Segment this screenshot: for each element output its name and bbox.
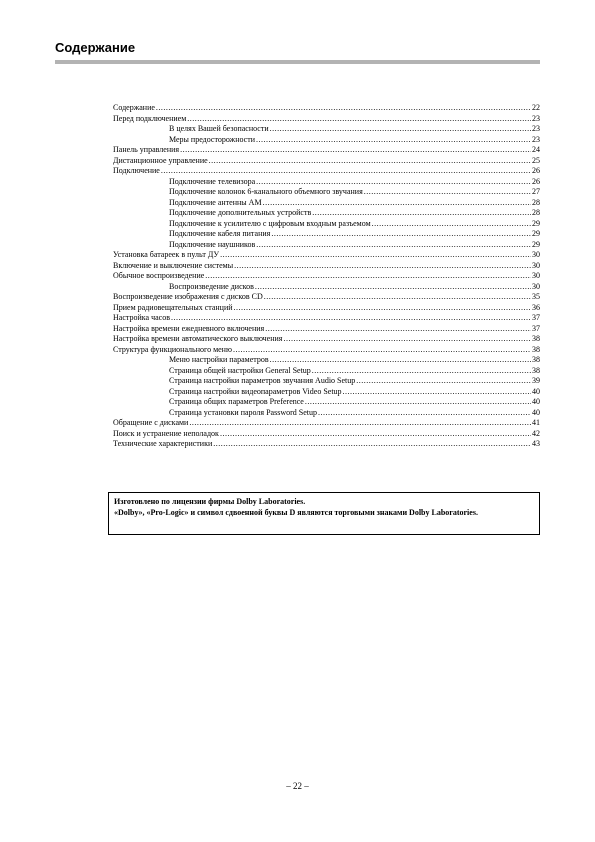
toc-entry-title: Меры предосторожности (169, 134, 256, 144)
toc-dot-leader (263, 198, 531, 209)
toc-entry-title: В целях Вашей безопасности (169, 124, 269, 133)
toc-entry-title: Настройка времени ежедневного включения (113, 323, 265, 333)
toc-entry-page: 29 (532, 239, 540, 249)
toc-dot-leader (271, 229, 531, 240)
toc-dot-leader (283, 334, 531, 345)
toc-entry-page: 30 (532, 250, 540, 259)
toc-entry-title: Страница общей настройки General Setup (169, 365, 311, 375)
toc-entry (113, 303, 540, 314)
toc-dot-leader (220, 429, 531, 440)
toc-dot-leader (234, 303, 531, 314)
toc-dot-leader (305, 397, 531, 408)
toc-entry-title: Воспроизведение изображения с дисков CD (113, 292, 263, 301)
toc-dot-leader (189, 418, 531, 429)
toc-dot-leader (213, 439, 531, 450)
toc-entry-page: 23 (532, 134, 540, 144)
toc-entry (113, 261, 540, 272)
toc-entry (113, 313, 540, 324)
toc-entry-title: Подключение дополнительных устройств (169, 208, 312, 217)
toc-subentry (113, 187, 540, 198)
toc-entry-title: Меню настройки параметров (169, 355, 269, 364)
toc-entry (113, 156, 540, 167)
toc-dot-leader (205, 271, 531, 282)
toc-dot-leader (156, 103, 531, 114)
toc-entry-page: 23 (532, 113, 540, 123)
toc-dot-leader (256, 177, 531, 188)
toc-entry-page: 38 (532, 355, 540, 364)
toc-dot-leader (209, 156, 531, 167)
toc-dot-leader (372, 219, 531, 230)
toc-entry (113, 292, 540, 303)
toc-entry (113, 345, 540, 356)
toc-entry-page: 29 (532, 218, 540, 228)
toc-entry-page: 37 (532, 323, 540, 333)
toc-entry-title: Технические характеристики (113, 439, 213, 448)
toc-entry-title: Подключение (113, 166, 160, 175)
toc-entry-page: 39 (532, 376, 540, 385)
toc-entry-page: 28 (532, 197, 540, 207)
toc-dot-leader (256, 240, 531, 251)
toc-dot-leader (234, 261, 531, 272)
toc-subentry (113, 229, 540, 240)
toc-entry-title: Установка батареек в пульт ДУ (113, 250, 220, 259)
toc-entry (113, 166, 540, 177)
toc-entry-title: Содержание (113, 103, 155, 112)
toc-subentry (113, 397, 540, 408)
toc-subentry (113, 135, 540, 146)
toc-entry-page: 30 (532, 281, 540, 291)
page-number: – 22 – (286, 781, 309, 791)
toc-entry (113, 114, 540, 125)
toc-entry-title: Прием радиовещательных станций (113, 302, 233, 312)
toc-dot-leader (270, 355, 531, 366)
toc-entry-page: 38 (532, 334, 540, 343)
toc-dot-leader (256, 135, 531, 146)
toc-entry-page: 27 (532, 187, 540, 196)
toc-entry-page: 26 (532, 176, 540, 186)
toc-entry-title: Подключение к усилителю с цифровым входным разъемом (169, 218, 371, 228)
header-divider (55, 60, 540, 64)
toc-subentry (113, 208, 540, 219)
toc-entry (113, 439, 540, 450)
toc-entry-page: 42 (532, 428, 540, 438)
toc-dot-leader (180, 145, 531, 156)
toc-entry-page: 26 (532, 166, 540, 175)
toc-subentry (113, 124, 540, 135)
toc-dot-leader (255, 282, 531, 293)
toc-entry-title: Подключение телевизора (169, 176, 256, 186)
toc-entry-title: Перед подключением (113, 113, 187, 123)
toc-entry (113, 418, 540, 429)
toc-entry (113, 103, 540, 114)
toc-entry (113, 334, 540, 345)
toc-entry-title: Обращение с дисками (113, 418, 189, 427)
toc-entry-page: 22 (532, 103, 540, 112)
license-notice-line2: «Dolby», «Pro-Logic» и символ сдвоенной буквы D являются торговыми знаками Dolby Laboratories. (114, 507, 478, 517)
toc-entry-page: 40 (532, 397, 540, 406)
toc-dot-leader (312, 366, 531, 377)
toc-entry-title: Страница настройки видеопараметров Video Setup (169, 386, 342, 396)
toc-subentry (113, 408, 540, 419)
toc-subentry (113, 282, 540, 293)
toc-entry (113, 145, 540, 156)
toc-entry-title: Обычное воспроизведение (113, 271, 205, 280)
toc-entry-title: Настройка часов (113, 313, 170, 322)
toc-entry (113, 429, 540, 440)
toc-dot-leader (343, 387, 531, 398)
toc-entry-title: Структура функционального меню (113, 344, 232, 354)
toc-dot-leader (364, 187, 531, 198)
toc-entry-title: Панель управления (113, 145, 180, 154)
toc-entry-page: 38 (532, 344, 540, 354)
toc-entry-page: 37 (532, 313, 540, 322)
toc-entry-title: Подключение кабеля питания (169, 229, 271, 238)
toc-entry (113, 250, 540, 261)
toc-subentry (113, 240, 540, 251)
toc-dot-leader (318, 408, 531, 419)
toc-entry-title: Страница установки пароля Password Setup (169, 407, 317, 417)
toc-entry-title: Подключение антенны AM (169, 197, 262, 207)
toc-entry-title: Поиск и устранение неполадок (113, 428, 219, 438)
toc-dot-leader (356, 376, 531, 387)
toc-entry-page: 43 (532, 439, 540, 448)
toc-entry-page: 24 (532, 145, 540, 154)
toc-subentry (113, 376, 540, 387)
toc-entry-page: 41 (532, 418, 540, 427)
toc-entry-page: 38 (532, 365, 540, 375)
toc-entry-title: Страница настройки параметров звучания Audio Setup (169, 376, 356, 385)
toc-entry-title: Дистанционное управление (113, 155, 208, 165)
toc-entry-page: 40 (532, 386, 540, 396)
toc-dot-leader (264, 292, 531, 303)
table-of-contents (113, 103, 540, 450)
toc-dot-leader (233, 345, 531, 356)
toc-dot-leader (312, 208, 531, 219)
toc-dot-leader (171, 313, 531, 324)
toc-entry-page: 25 (532, 155, 540, 165)
license-notice-line1: Изготовлено по лицензии фирмы Dolby Laboratories. (114, 497, 306, 506)
toc-entry-title: Воспроизведение дисков (169, 281, 254, 291)
toc-entry-page: 23 (532, 124, 540, 133)
toc-dot-leader (161, 166, 531, 177)
toc-entry-page: 35 (532, 292, 540, 301)
toc-entry-page: 28 (532, 208, 540, 217)
toc-subentry (113, 219, 540, 230)
toc-entry-page: 30 (532, 260, 540, 270)
toc-subentry (113, 366, 540, 377)
page-title: Содержание (55, 40, 136, 55)
toc-entry-title: Настройка времени автоматического выключения (113, 334, 283, 343)
toc-subentry (113, 355, 540, 366)
toc-dot-leader (265, 324, 531, 335)
toc-entry-page: 40 (532, 407, 540, 417)
toc-dot-leader (270, 124, 531, 135)
toc-dot-leader (220, 250, 531, 261)
toc-entry-title: Подключение колонок 6-канального объемного звучания (169, 187, 363, 196)
toc-entry-page: 29 (532, 229, 540, 238)
toc-entry-title: Включение и выключение системы (113, 260, 234, 270)
toc-dot-leader (187, 114, 531, 125)
toc-entry (113, 271, 540, 282)
license-notice (108, 492, 540, 535)
toc-entry-page: 36 (532, 302, 540, 312)
toc-subentry (113, 177, 540, 188)
toc-subentry (113, 387, 540, 398)
toc-subentry (113, 198, 540, 209)
toc-entry-title: Подключение наушников (169, 239, 256, 249)
toc-entry (113, 324, 540, 335)
toc-entry-page: 30 (532, 271, 540, 280)
toc-entry-title: Страница общих параметров Preference (169, 397, 304, 406)
